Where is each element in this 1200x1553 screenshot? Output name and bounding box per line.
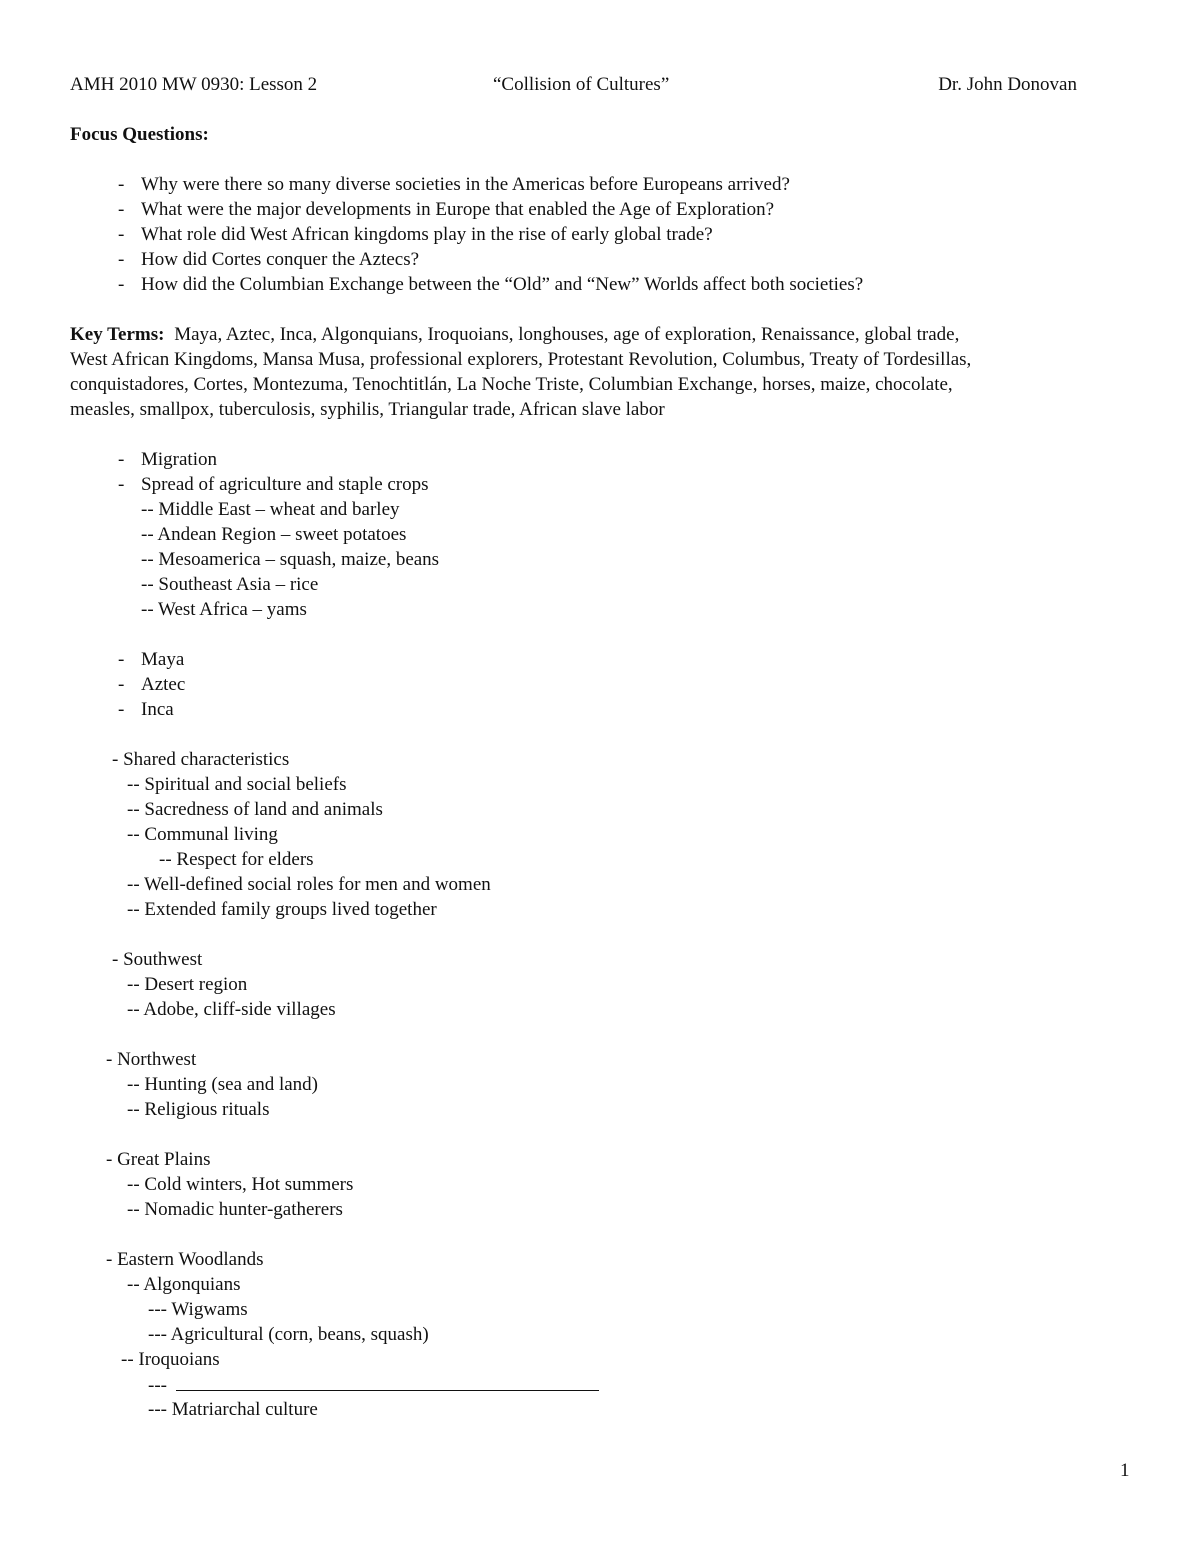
list-item: -- Hunting (sea and land) bbox=[127, 1074, 318, 1095]
list-item: -- Desert region bbox=[127, 974, 248, 995]
list-item: -- Communal living bbox=[127, 824, 278, 845]
list-item: - Aztec bbox=[118, 674, 186, 695]
eastern-woodlands-section bbox=[70, 1247, 1070, 1422]
list-item: -- Iroquoians bbox=[121, 1349, 220, 1370]
key-terms-paragraph bbox=[70, 322, 1130, 422]
northwest-section bbox=[70, 1047, 1070, 1122]
list-item: -- Algonquians bbox=[127, 1274, 241, 1295]
key-terms-line: Key Terms: Maya, Aztec, Inca, Algonquians, Iroquoians, longhouses, age of exploration, Renaissance, global trade, bbox=[70, 324, 960, 345]
list-item: -- Andean Region – sweet potatoes bbox=[141, 524, 407, 545]
section-heading: - Shared characteristics bbox=[112, 749, 290, 770]
key-terms-line: measles, smallpox, tuberculosis, syphilis, Triangular trade, African slave labor bbox=[70, 399, 665, 420]
list-item: - Migration bbox=[118, 449, 217, 470]
bullet: - bbox=[118, 249, 125, 270]
agriculture-section bbox=[70, 447, 1070, 622]
list-item: -- West Africa – yams bbox=[141, 599, 307, 620]
bullet: - bbox=[118, 224, 125, 245]
page-number: 1 bbox=[1120, 1460, 1130, 1481]
document-header bbox=[70, 72, 1077, 97]
bullet: - bbox=[118, 274, 125, 295]
section-heading: - Northwest bbox=[106, 1049, 197, 1070]
list-item: --- Matriarchal culture bbox=[148, 1399, 318, 1420]
key-terms-line: conquistadores, Cortes, Montezuma, Tenochtitlán, La Noche Triste, Columbian Exchange, horses, maize, chocolate, bbox=[70, 374, 953, 395]
focus-questions-list bbox=[70, 172, 1130, 297]
list-item: - What role did West African kingdoms play in the rise of early global trade? bbox=[118, 224, 713, 245]
list-item: -- Well-defined social roles for men and women bbox=[127, 874, 491, 895]
fill-in-blank bbox=[176, 1372, 599, 1391]
list-item: - Maya bbox=[118, 649, 185, 670]
southwest-section bbox=[70, 947, 1070, 1022]
course-info: AMH 2010 MW 0930: Lesson 2 bbox=[70, 74, 318, 95]
section-heading: - Great Plains bbox=[106, 1149, 211, 1170]
list-item: -- Respect for elders bbox=[159, 849, 314, 870]
list-item: -- Religious rituals bbox=[127, 1099, 270, 1120]
list-item: -- Extended family groups lived together bbox=[127, 899, 437, 920]
list-item: -- Middle East – wheat and barley bbox=[141, 499, 400, 520]
civilizations-section bbox=[70, 647, 1070, 722]
bullet: - bbox=[118, 174, 125, 195]
section-heading: - Eastern Woodlands bbox=[106, 1249, 264, 1270]
list-item: -- Spiritual and social beliefs bbox=[127, 774, 347, 795]
list-item: -- Adobe, cliff-side villages bbox=[127, 999, 336, 1020]
list-item: -- Southeast Asia – rice bbox=[141, 574, 319, 595]
list-item: --- Agricultural (corn, beans, squash) bbox=[148, 1324, 429, 1345]
section-heading: - Southwest bbox=[112, 949, 203, 970]
list-item: - Why were there so many diverse societies in the Americas before Europeans arrived? bbox=[118, 174, 790, 195]
instructor-name: Dr. John Donovan bbox=[938, 74, 1077, 95]
list-item: -- Cold winters, Hot summers bbox=[127, 1174, 354, 1195]
list-item: -- Nomadic hunter-gatherers bbox=[127, 1199, 343, 1220]
bullet: - bbox=[118, 199, 125, 220]
list-item: - How did Cortes conquer the Aztecs? bbox=[118, 249, 420, 270]
list-item: - How did the Columbian Exchange between the “Old” and “New” Worlds affect both societies? bbox=[118, 274, 864, 295]
list-item: --- Wigwams bbox=[148, 1299, 248, 1320]
list-item: -- Mesoamerica – squash, maize, beans bbox=[141, 549, 440, 570]
list-item: - Inca bbox=[118, 699, 174, 720]
great-plains-section bbox=[70, 1147, 1070, 1222]
shared-characteristics-section bbox=[70, 747, 1070, 922]
list-item: - Spread of agriculture and staple crops bbox=[118, 474, 429, 495]
list-item: - What were the major developments in Europe that enabled the Age of Exploration? bbox=[118, 199, 775, 220]
key-terms-label: Key Terms: bbox=[70, 324, 165, 345]
lesson-title: “Collision of Cultures” bbox=[493, 74, 670, 95]
list-item: --- bbox=[70, 1372, 1070, 1397]
focus-questions-heading: Focus Questions: bbox=[70, 124, 209, 145]
key-terms-line: West African Kingdoms, Mansa Musa, professional explorers, Protestant Revolution, Columbus, Treaty of Tordesillas, bbox=[70, 349, 972, 370]
list-item: -- Sacredness of land and animals bbox=[127, 799, 383, 820]
